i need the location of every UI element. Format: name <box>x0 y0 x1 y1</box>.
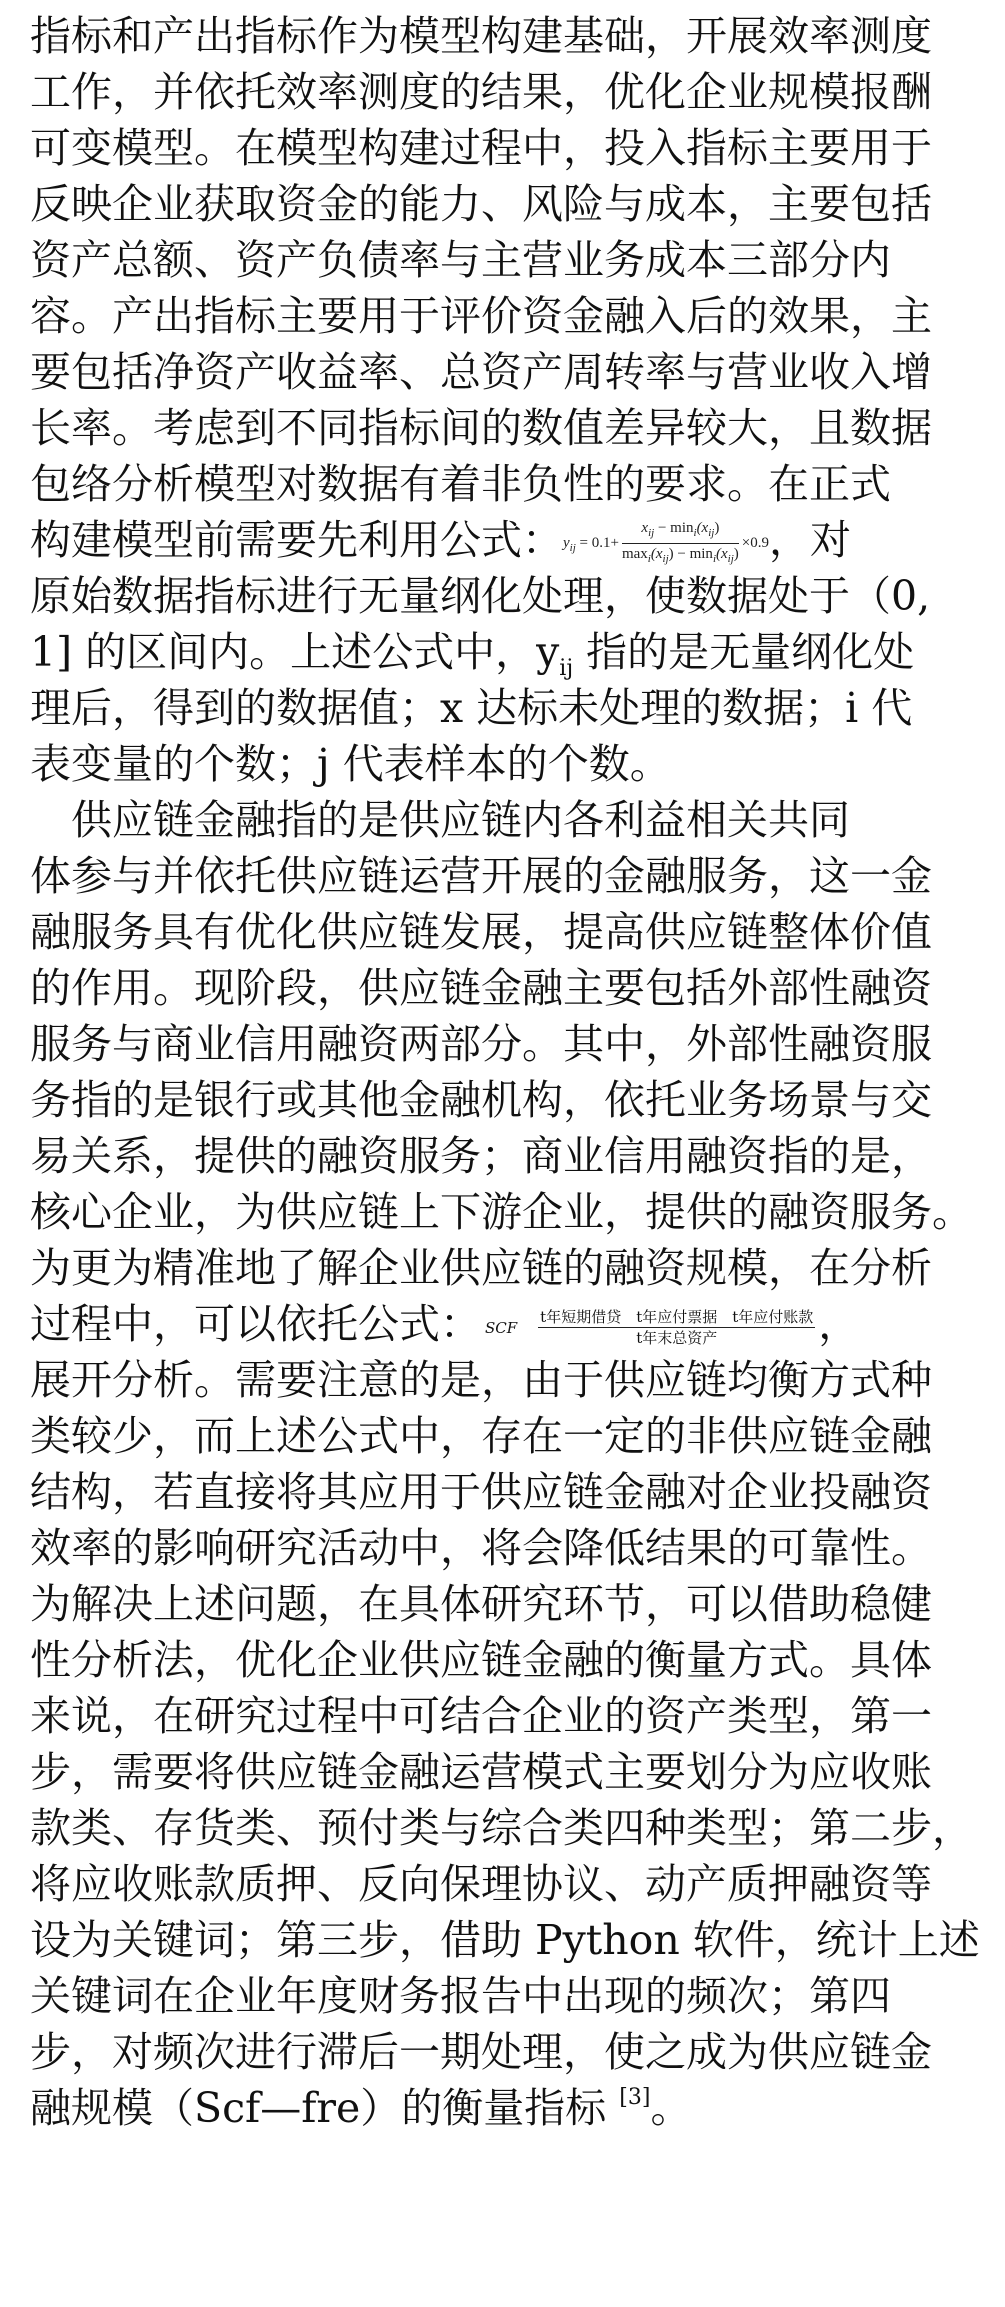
text-line: 性分析法，优化企业供应链金融的衡量方式。具体 <box>30 1636 932 1684</box>
text-line: 展开分析。需要注意的是，由于供应链均衡方式种 <box>30 1356 932 1404</box>
formula-text: ×0.9 <box>741 534 769 551</box>
formula-symbol: SCF <box>485 1318 518 1337</box>
text-line-with-formula <box>30 512 980 568</box>
formula-subscript: ij <box>662 553 669 565</box>
text-segment: 构建模型前需要先利用公式： <box>30 516 563 564</box>
text-line: 易关系，提供的融资服务；商业信用融资指的是， <box>30 1132 932 1180</box>
formula-text: − min <box>654 520 694 536</box>
text-line: 步，需要将供应链金融运营模式主要划分为应收账 <box>30 1748 932 1796</box>
text-line: 体参与并依托供应链运营开展的金融服务，这一金 <box>30 852 932 900</box>
citation-reference[interactable]: [3] <box>619 2085 651 2110</box>
formula-subscript: i <box>693 527 697 539</box>
text-line: 服务与商业信用融资两部分。其中，外部性融资服 <box>30 1020 932 1068</box>
text-line: 原始数据指标进行无量纲化处理，使数据处于（0, <box>30 572 931 620</box>
scf-formula <box>485 1308 818 1347</box>
normalization-formula <box>563 519 769 568</box>
formula-subscript: ij <box>727 553 734 565</box>
text-line: 设为关键词；第三步，借助 Python 软件，统计上述 <box>30 1916 980 1964</box>
text-line: 包络分析模型对数据有着非负性的要求。在正式 <box>30 460 891 508</box>
text-line: 容。产出指标主要用于评价资金融入后的效果，主 <box>30 292 932 340</box>
text-line: 的作用。现阶段，供应链金融主要包括外部性融资 <box>30 964 932 1012</box>
text-segment: 。 <box>650 2084 692 2132</box>
text-line: 表变量的个数；j 代表样本的个数。 <box>30 740 671 788</box>
formula-symbol: x <box>641 520 649 536</box>
text-line: 反映企业获取资金的能力、风险与成本，主要包括 <box>30 180 932 228</box>
text-line: 将应收账款质押、反向保理协议、动产质押融资等 <box>30 1860 932 1908</box>
formula-denominator <box>622 544 739 568</box>
formula-subscript: i <box>647 553 651 565</box>
text-line: 可变模型。在模型构建过程中，投入指标主要用于 <box>30 124 932 172</box>
text-line: 类较少，而上述公式中，存在一定的非供应链金融 <box>30 1412 932 1460</box>
formula-symbol: y <box>563 534 570 551</box>
formula-text: ) <box>714 520 720 536</box>
formula-text: = 0.1+ <box>575 534 619 551</box>
text-line <box>30 624 980 680</box>
text-line-with-formula <box>30 1296 980 1352</box>
text-line: 来说，在研究过程中可结合企业的资产类型，第一 <box>30 1692 932 1740</box>
text-line: 资产总额、资产负债率与主营业务成本三部分内 <box>30 236 891 284</box>
text-line: 工作，并依托效率测度的结果，优化企业规模报酬 <box>30 68 932 116</box>
text-segment: ，对 <box>769 516 851 564</box>
text-line: 供应链金融指的是供应链内各利益相关共同 <box>30 796 850 844</box>
formula-subscript: ij <box>648 527 655 539</box>
text-line: 关键词在企业年度财务报告中出现的频次；第四 <box>30 1972 891 2020</box>
text-line: 要包括净资产收益率、总资产周转率与营业收入增 <box>30 348 932 396</box>
text-segment: ， <box>818 1300 860 1348</box>
formula-symbol: (x <box>716 546 728 562</box>
text-line: 为解决上述问题，在具体研究环节，可以借助稳健 <box>30 1580 932 1628</box>
formula-denominator: t年末总资产 <box>636 1329 718 1347</box>
text-line: 款类、存货类、预付类与综合类四种类型；第二步， <box>30 1804 973 1852</box>
formula-numerator <box>622 519 739 544</box>
text-segment: 过程中，可以依托公式： <box>30 1300 481 1348</box>
text-line: 步，对频次进行滞后一期处理，使之成为供应链金 <box>30 2028 932 2076</box>
text-line: 核心企业，为供应链上下游企业，提供的融资服务。 <box>30 1188 973 1236</box>
formula-numerator: t年短期借贷 t年应付票据 t年应付账款 <box>540 1308 814 1326</box>
text-line: 效率的影响研究活动中，将会降低结果的可靠性。 <box>30 1524 932 1572</box>
text-segment: 指的是无量纲化处 <box>573 628 915 676</box>
text-segment: 融规模（Scf—fre）的衡量指标 <box>30 2084 620 2132</box>
formula-symbol: (x <box>650 546 663 562</box>
text-line: 结构，若直接将其应用于供应链金融对企业投融资 <box>30 1468 932 1516</box>
text-line: 长率。考虑到不同指标间的数值差异较大，且数据 <box>30 404 932 452</box>
formula-subscript: i <box>712 553 716 565</box>
formula-subscript: ij <box>569 541 576 554</box>
formula-text: max <box>621 546 648 562</box>
text-line: 融服务具有优化供应链发展，提高供应链整体价值 <box>30 908 932 956</box>
formula-text: ) − min <box>668 546 713 562</box>
text-line: 理后，得到的数据值；x 达标未处理的数据；i 代 <box>30 684 913 732</box>
formula-symbol: (x <box>696 520 709 536</box>
subscript-ij: ij <box>559 656 574 681</box>
text-line <box>30 2080 980 2136</box>
text-line: 指标和产出指标作为模型构建基础，开展效率测度 <box>30 12 932 60</box>
formula-text: ) <box>733 546 739 562</box>
formula-fraction <box>622 519 739 568</box>
text-line: 务指的是银行或其他金融机构，依托业务场景与交 <box>30 1076 932 1124</box>
text-line: 为更为精准地了解企业供应链的融资规模，在分析 <box>30 1244 932 1292</box>
formula-subscript: ij <box>708 527 715 539</box>
text-segment: 1] 的区间内。上述公式中，y <box>30 628 560 676</box>
formula-fraction <box>538 1308 815 1347</box>
